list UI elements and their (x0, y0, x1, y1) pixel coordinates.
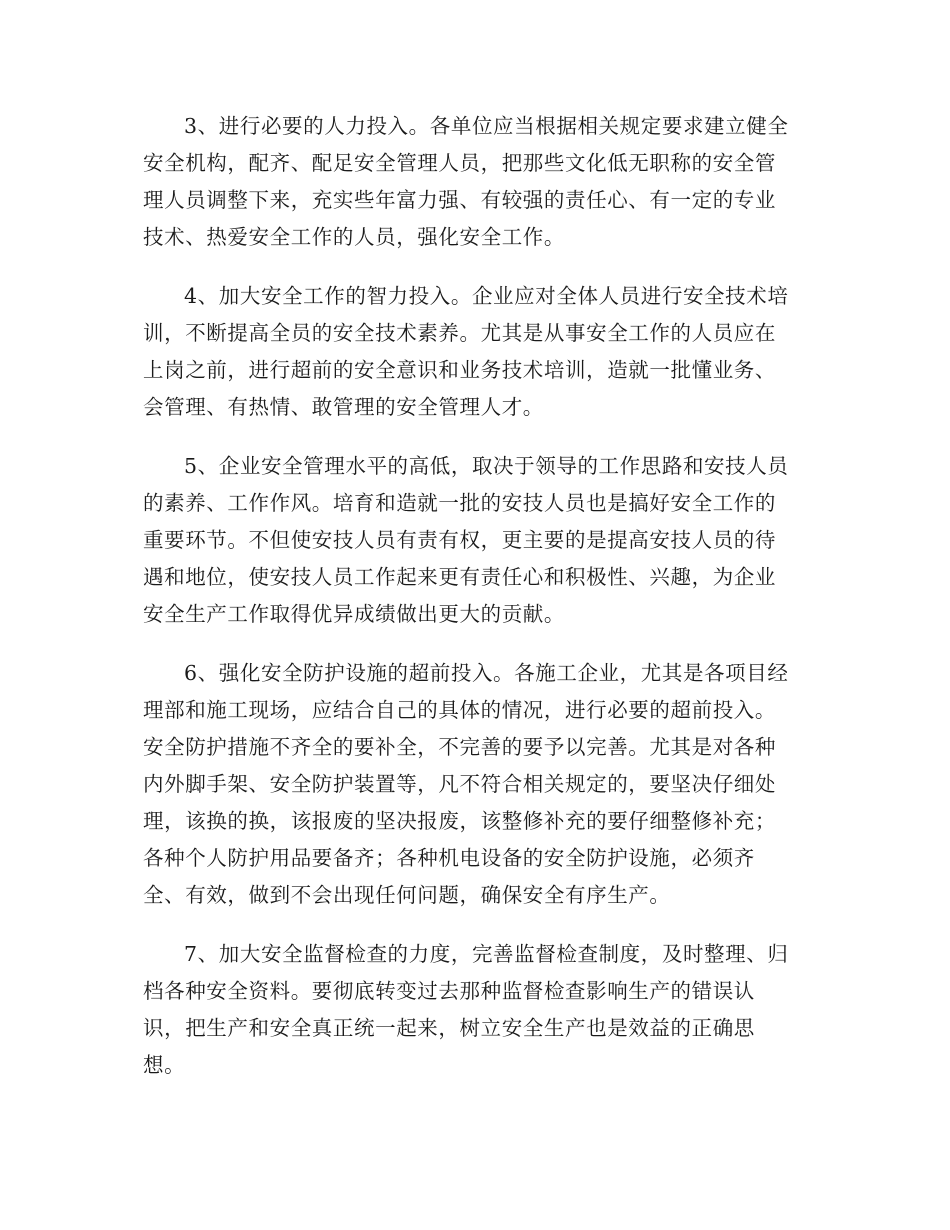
paragraph-line: 理人员调整下来，充实些年富力强、有较强的责任心、有一定的专业 (143, 188, 776, 212)
paragraph-line: 6、强化安全防护设施的超前投入。各施工企业，尤其是各项目经 (184, 661, 789, 685)
paragraph-line: 识，把生产和安全真正统一起来，树立安全生产也是效益的正确思 (143, 1016, 755, 1040)
document-body (143, 108, 808, 1106)
paragraph-line: 想。 (143, 1053, 186, 1077)
paragraph-line: 安全生产工作取得优异成绩做出更大的贡献。 (143, 602, 565, 626)
paragraph-line: 训，不断提高全员的安全技术素养。尤其是从事安全工作的人员应在 (143, 321, 776, 345)
paragraph-line: 理，该换的换，该报废的坚决报废，该整修补充的要仔细整修补充； (143, 809, 776, 833)
paragraph-line: 安全机构，配齐、配足安全管理人员，把那些文化低无职称的安全管 (143, 151, 776, 175)
paragraph-line: 上岗之前，进行超前的安全意识和业务技术培训，造就一批懂业务、 (143, 358, 776, 382)
paragraph-line: 4、加大安全工作的智力投入。企业应对全体人员进行安全技术培 (184, 284, 789, 308)
paragraph-6 (143, 655, 808, 914)
paragraph-5 (143, 448, 808, 633)
paragraph-line: 5、企业安全管理水平的高低，取决于领导的工作思路和安技人员 (184, 454, 789, 478)
paragraph-line: 全、有效，做到不会出现任何问题，确保安全有序生产。 (143, 883, 671, 907)
paragraph-line: 会管理、有热情、敢管理的安全管理人才。 (143, 395, 544, 419)
paragraph-line: 各种个人防护用品要备齐；各种机电设备的安全防护设施，必须齐 (143, 846, 755, 870)
paragraph-3 (143, 108, 808, 256)
paragraph-line: 档各种安全资料。要彻底转变过去那种监督检查影响生产的错误认 (143, 979, 755, 1003)
paragraph-line: 遇和地位，使安技人员工作起来更有责任心和积极性、兴趣，为企业 (143, 565, 776, 589)
paragraph-line: 技术、热爱安全工作的人员，强化安全工作。 (143, 225, 565, 249)
paragraph-line: 重要环节。不但使安技人员有责有权，更主要的是提高安技人员的待 (143, 528, 776, 552)
paragraph-line: 理部和施工现场，应结合自己的具体的情况，进行必要的超前投入。 (143, 698, 776, 722)
paragraph-line: 安全防护措施不齐全的要补全，不完善的要予以完善。尤其是对各种 (143, 735, 776, 759)
paragraph-line: 内外脚手架、安全防护装置等，凡不符合相关规定的，要坚决仔细处 (143, 772, 776, 796)
paragraph-7 (143, 936, 808, 1084)
paragraph-4 (143, 278, 808, 426)
paragraph-line: 3、进行必要的人力投入。各单位应当根据相关规定要求建立健全 (184, 114, 789, 138)
paragraph-line: 的素养、工作作风。培育和造就一批的安技人员也是搞好安全工作的 (143, 491, 776, 515)
paragraph-line: 7、加大安全监督检查的力度，完善监督检查制度，及时整理、归 (184, 942, 789, 966)
